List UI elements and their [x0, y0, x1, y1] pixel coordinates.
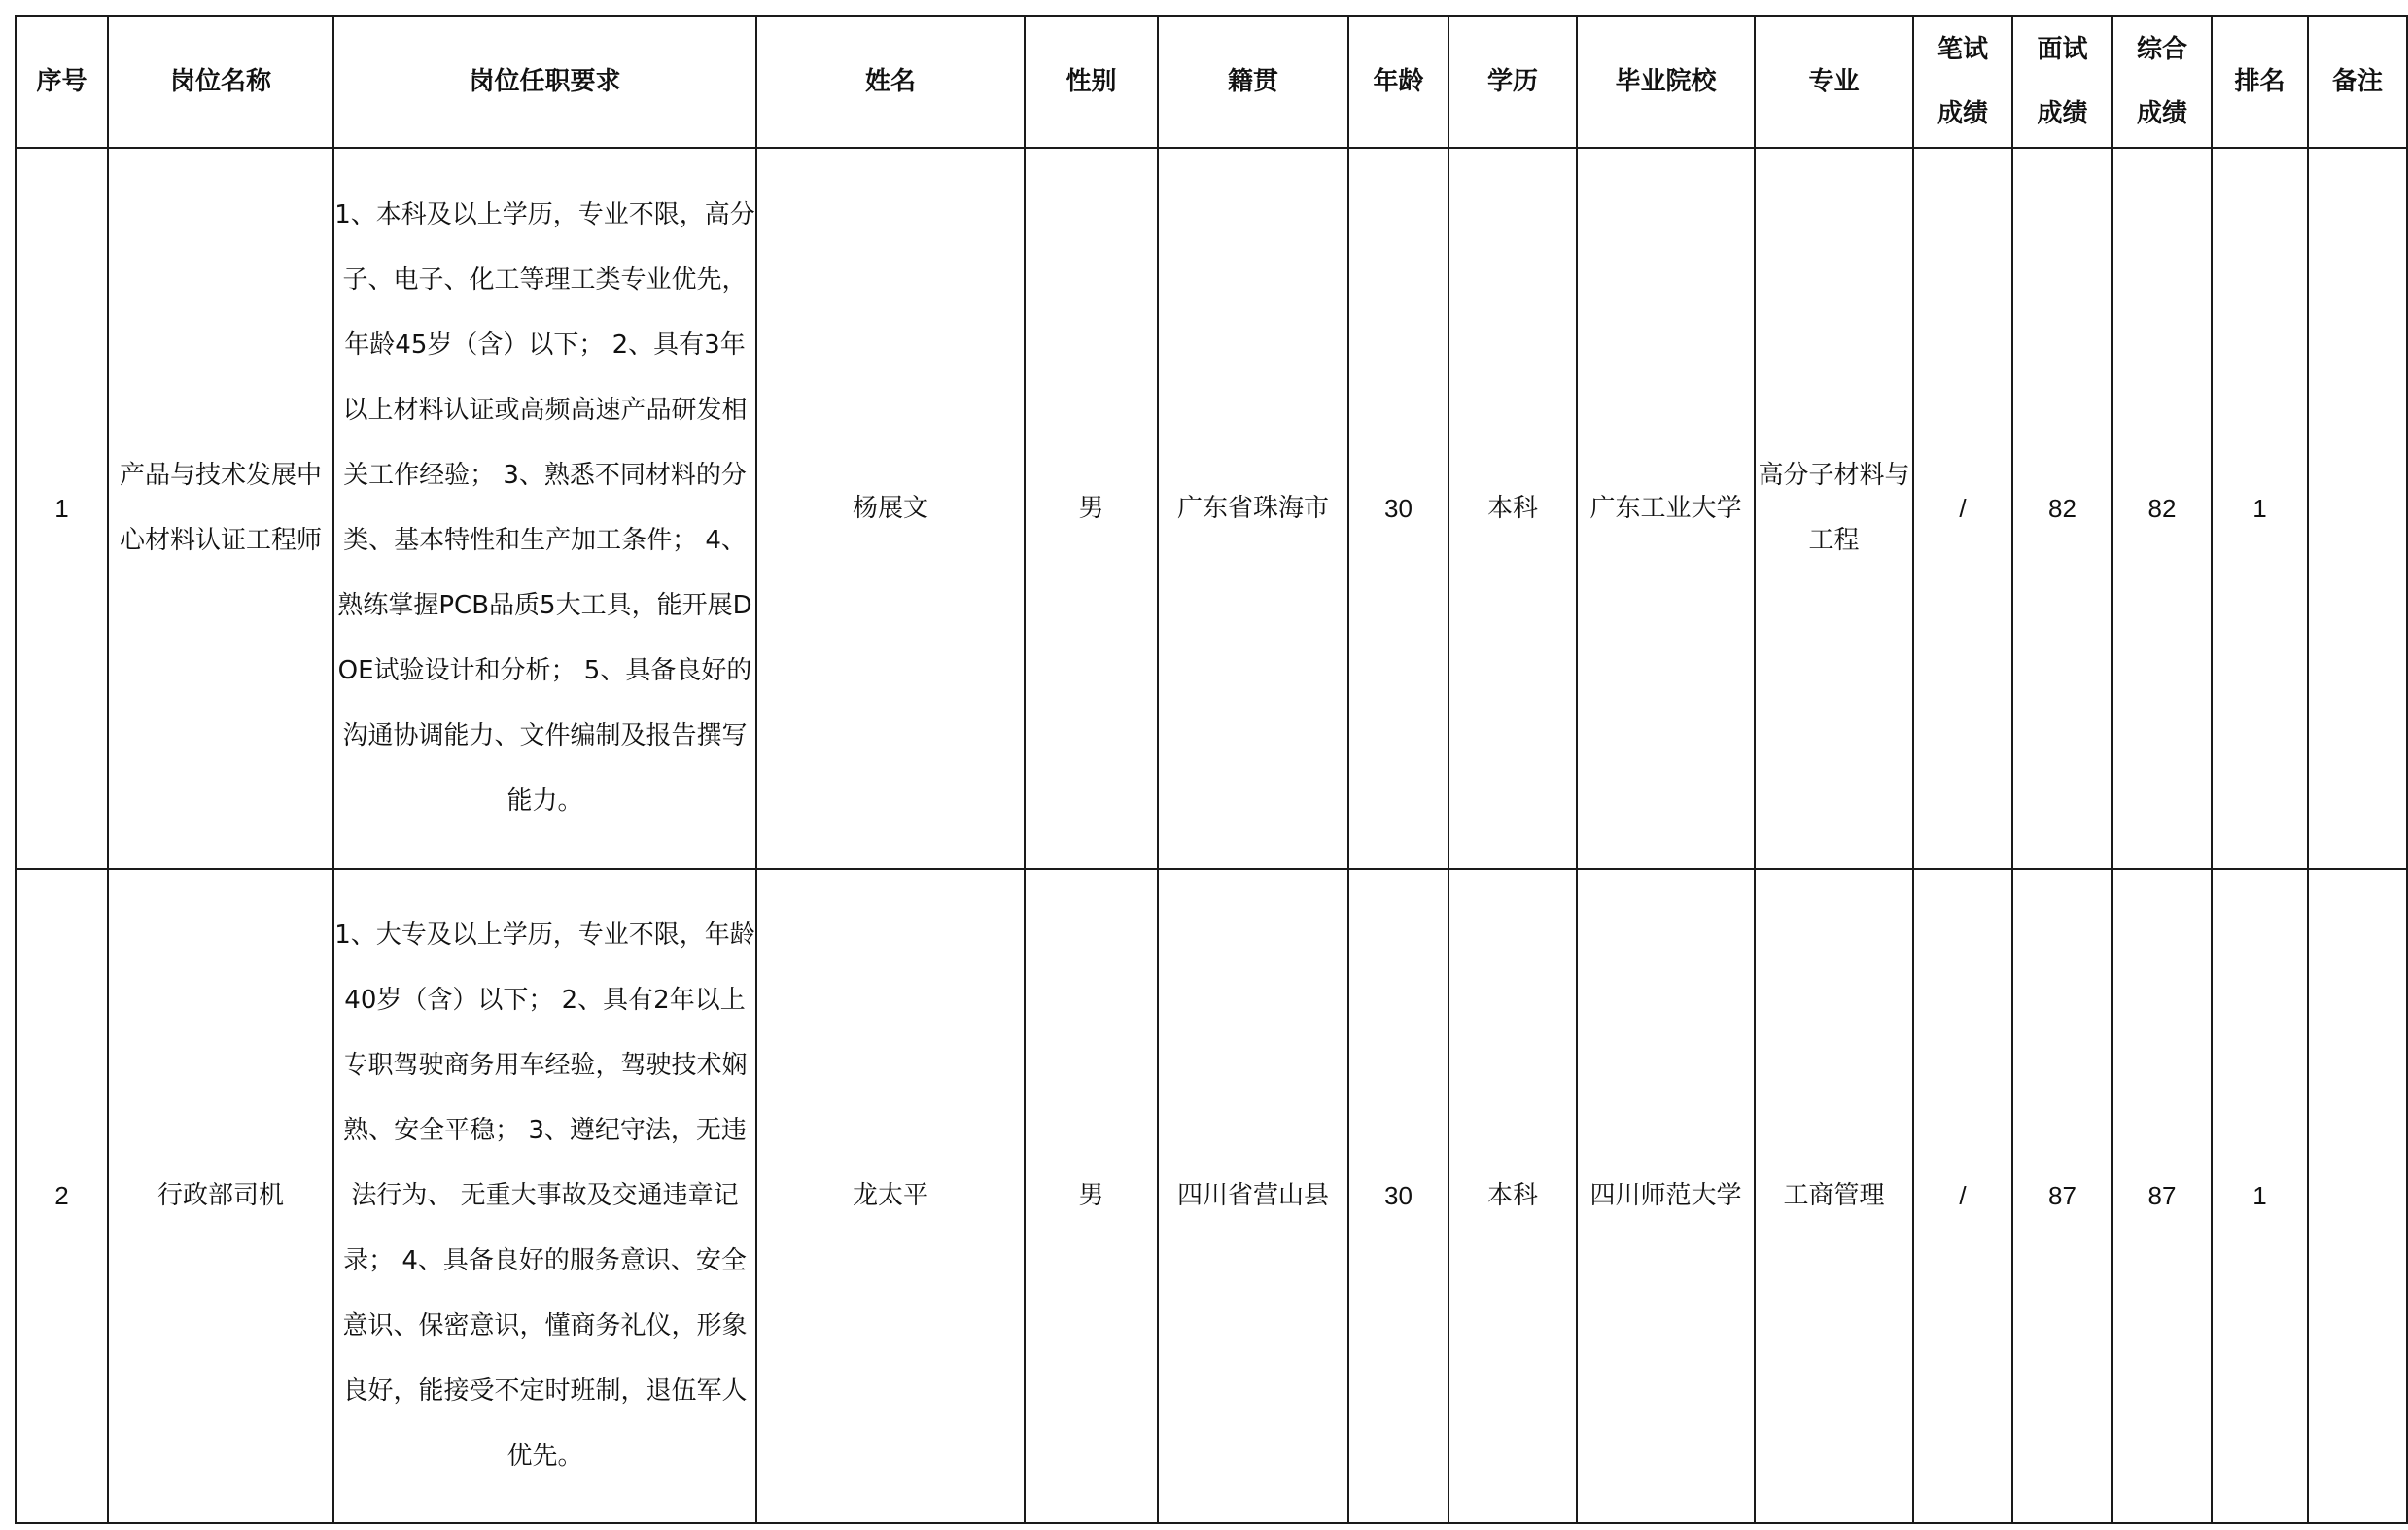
- cell-rank: 1: [2212, 148, 2308, 869]
- header-origin: 籍贯: [1158, 16, 1348, 148]
- cell-requirements: 1、大专及以上学历，专业不限，年龄40岁（含）以下； 2、具有2年以上专职驾驶商务用车经验，驾驶技术娴熟、安全平稳； 3、遵纪守法，无违法行为、 无重大事故及交通违章记录； 4、具备良好的服务意识、安全意识、保密意识，懂商务礼仪，形象良好，能接受不定时班制，退伍军人优先。: [333, 869, 756, 1523]
- cell-major: 高分子材料与工程: [1755, 148, 1913, 869]
- table-row: [16, 869, 2407, 1523]
- cell-total-score: 87: [2112, 869, 2212, 1523]
- header-seq: 序号: [16, 16, 108, 148]
- header-interview-score-line1: 面试: [2037, 35, 2088, 64]
- cell-requirements: 1、本科及以上学历，专业不限，高分子、电子、化工等理工类专业优先，年龄45岁（含）以下； 2、具有3年以上材料认证或高频高速产品研发相关工作经验； 3、熟悉不同材料的分类、基本特性和生产加工条件； 4、熟练掌握PCB品质5大工具，能开展DOE试验设计和分析； 5、具备良好的沟通协调能力、文件编制及报告撰写能力。: [333, 148, 756, 869]
- cell-gender: 男: [1025, 869, 1158, 1523]
- header-rank: 排名: [2212, 16, 2308, 148]
- header-age: 年龄: [1348, 16, 1448, 148]
- cell-written-score: /: [1913, 148, 2012, 869]
- header-interview-score: [2012, 16, 2112, 148]
- cell-interview-score: 87: [2012, 869, 2112, 1523]
- cell-major: 工商管理: [1755, 869, 1913, 1523]
- header-written-score: [1913, 16, 2012, 148]
- header-name: 姓名: [756, 16, 1025, 148]
- cell-origin: 广东省珠海市: [1158, 148, 1348, 869]
- cell-total-score: 82: [2112, 148, 2212, 869]
- cell-school: 四川师范大学: [1577, 869, 1755, 1523]
- header-school: 毕业院校: [1577, 16, 1755, 148]
- cell-position: 产品与技术发展中心材料认证工程师: [108, 148, 333, 869]
- candidate-results-table: [15, 15, 2408, 1524]
- header-gender: 性别: [1025, 16, 1158, 148]
- header-position: 岗位名称: [108, 16, 333, 148]
- header-interview-score-line2: 成绩: [2037, 99, 2088, 128]
- cell-remark: [2308, 148, 2407, 869]
- cell-seq: 1: [16, 148, 108, 869]
- header-written-score-line2: 成绩: [1937, 99, 1988, 128]
- header-row: [16, 16, 2407, 148]
- header-education: 学历: [1448, 16, 1577, 148]
- cell-remark: [2308, 869, 2407, 1523]
- header-total-score-line1: 综合: [2136, 35, 2187, 64]
- cell-education: 本科: [1448, 869, 1577, 1523]
- header-written-score-line1: 笔试: [1937, 35, 1988, 64]
- cell-origin: 四川省营山县: [1158, 869, 1348, 1523]
- header-total-score: [2112, 16, 2212, 148]
- cell-name: 龙太平: [756, 869, 1025, 1523]
- cell-name: 杨展文: [756, 148, 1025, 869]
- header-remark: 备注: [2308, 16, 2407, 148]
- header-requirements: 岗位任职要求: [333, 16, 756, 148]
- cell-education: 本科: [1448, 148, 1577, 869]
- cell-age: 30: [1348, 148, 1448, 869]
- header-major: 专业: [1755, 16, 1913, 148]
- cell-seq: 2: [16, 869, 108, 1523]
- cell-interview-score: 82: [2012, 148, 2112, 869]
- cell-gender: 男: [1025, 148, 1158, 869]
- header-total-score-line2: 成绩: [2136, 99, 2187, 128]
- cell-rank: 1: [2212, 869, 2308, 1523]
- cell-written-score: /: [1913, 869, 2012, 1523]
- cell-position: 行政部司机: [108, 869, 333, 1523]
- results-sheet: [15, 15, 2408, 1524]
- table-row: [16, 148, 2407, 869]
- cell-school: 广东工业大学: [1577, 148, 1755, 869]
- cell-age: 30: [1348, 869, 1448, 1523]
